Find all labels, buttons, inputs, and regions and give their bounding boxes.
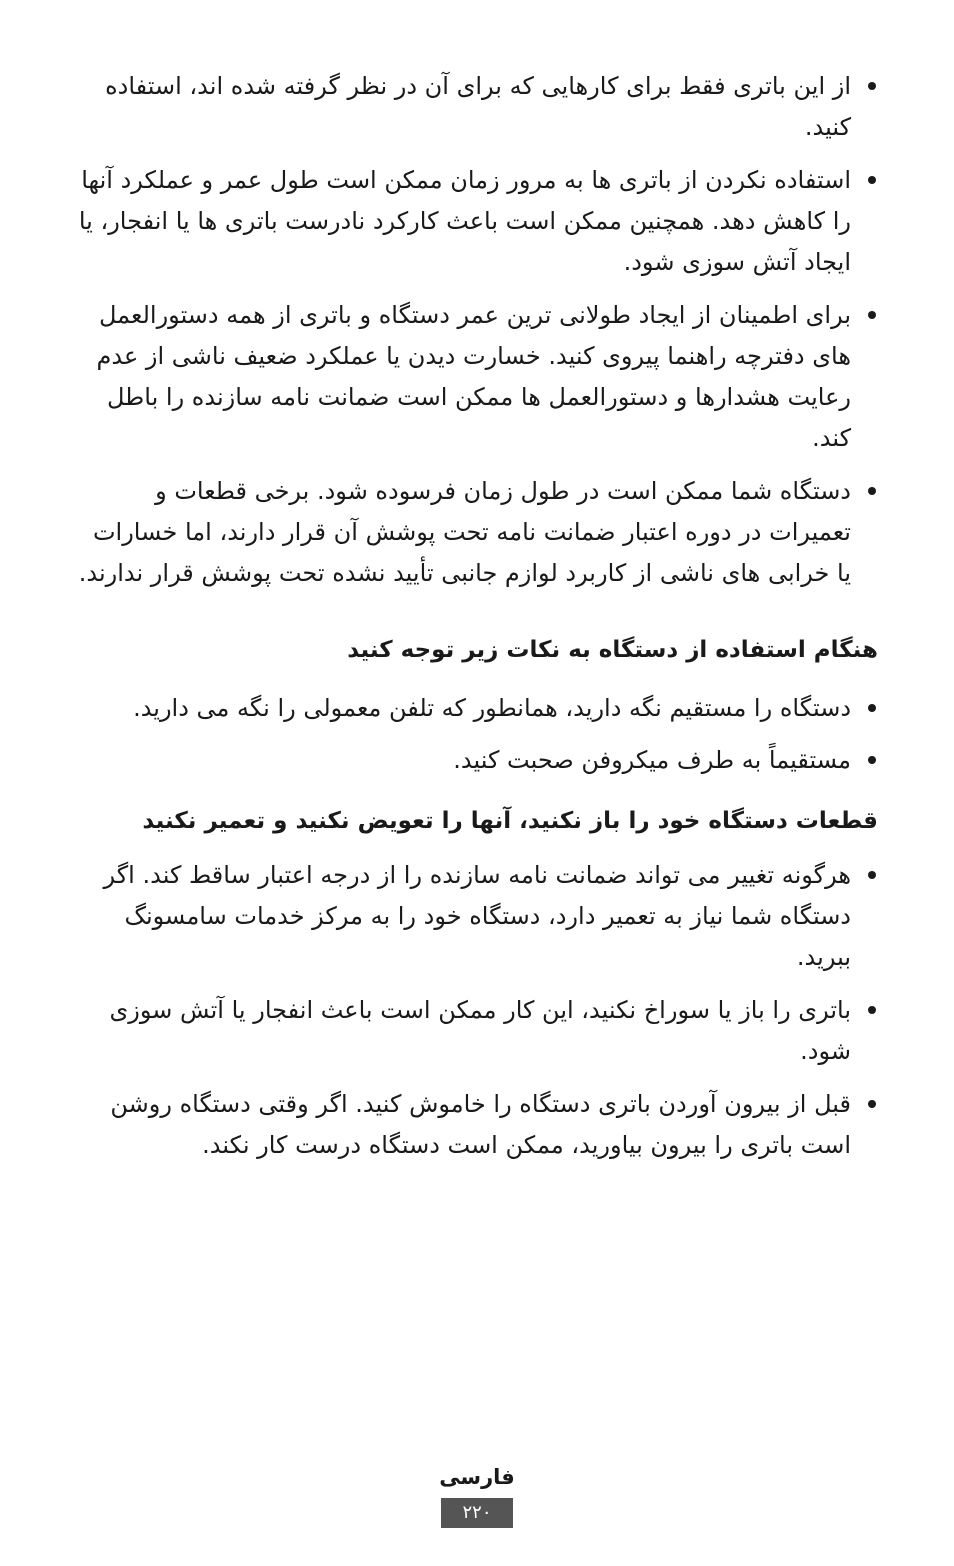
page-content — [72, 66, 878, 1178]
bullet-icon — [868, 311, 876, 319]
bullet-icon — [868, 704, 876, 712]
footer-language-label: فارسی — [439, 1465, 515, 1489]
page-footer — [0, 1462, 954, 1528]
bullet-icon — [868, 756, 876, 764]
list-item — [72, 295, 878, 459]
bullet-icon — [868, 82, 876, 90]
list-item — [72, 160, 878, 283]
list-item — [72, 855, 878, 978]
list-item-text: برای اطمینان از ایجاد طولانی ترین عمر دستگاه و باتری از همه دستورالعمل های دفترچه راهنما پیروی کنید. خسارت دیدن یا عملکرد ضعیف ناشی از عدم رعایت هشدارها و دستورالعمل ها ممکن است ضمانت نامه سازنده را باطل کند. — [96, 301, 851, 452]
bullet-icon — [868, 871, 876, 879]
bullet-icon — [868, 487, 876, 495]
bullet-list-repair — [72, 855, 878, 1166]
list-item-text: از این باتری فقط برای کارهایی که برای آن در نظر گرفته شده اند، استفاده کنید. — [105, 72, 851, 141]
list-item-text: مستقیماً به طرف میکروفن صحبت کنید. — [453, 746, 851, 774]
bullet-list-usage — [72, 688, 878, 781]
list-item — [72, 1084, 878, 1166]
list-item — [72, 66, 878, 148]
list-item-text: استفاده نکردن از باتری ها به مرور زمان ممکن است طول عمر و عملکرد آنها را کاهش دهد. همچنین ممکن است باعث کارکرد نادرست باتری ها یا انفجار، یا ایجاد آتش سوزی شود. — [78, 166, 851, 276]
list-item-text: هرگونه تغییر می تواند ضمانت نامه سازنده را از درجه اعتبار ساقط کند. اگر دستگاه شما نیاز به تعمیر دارد، دستگاه خود را به مرکز خدمات سامسونگ ببرید. — [103, 861, 851, 971]
list-item-text: دستگاه را مستقیم نگه دارید، همانطور که تلفن معمولی را نگه می دارید. — [133, 694, 851, 722]
list-item-text: باتری را باز یا سوراخ نکنید، این کار ممکن است باعث انفجار یا آتش سوزی شود. — [109, 996, 851, 1065]
bullet-list-battery — [72, 66, 878, 594]
list-item-text: قبل از بیرون آوردن باتری دستگاه را خاموش کنید. اگر وقتی دستگاه روشن است باتری را بیرون بیاورید، ممکن است دستگاه درست کار نکند. — [110, 1090, 851, 1159]
page-number-badge: ۲۲۰ — [441, 1498, 513, 1528]
bullet-icon — [868, 1100, 876, 1108]
section-heading-repair: قطعات دستگاه خود را باز نکنید، آنها را تعویض نکنید و تعمیر نکنید — [142, 808, 878, 834]
list-item — [72, 740, 878, 781]
list-item-text: دستگاه شما ممکن است در طول زمان فرسوده شود. برخی قطعات و تعمیرات در دوره اعتبار ضمانت نامه تحت پوشش آن قرار دارند، اما خسارات یا خرابی های ناشی از کاربرد لوازم جانبی تأیید نشده تحت پوشش قرار ندارند. — [78, 477, 851, 587]
section-heading-usage: هنگام استفاده از دستگاه به نکات زیر توجه کنید — [347, 637, 878, 663]
bullet-icon — [868, 176, 876, 184]
bullet-icon — [868, 1006, 876, 1014]
list-item — [72, 990, 878, 1072]
list-item — [72, 688, 878, 729]
list-item — [72, 471, 878, 594]
